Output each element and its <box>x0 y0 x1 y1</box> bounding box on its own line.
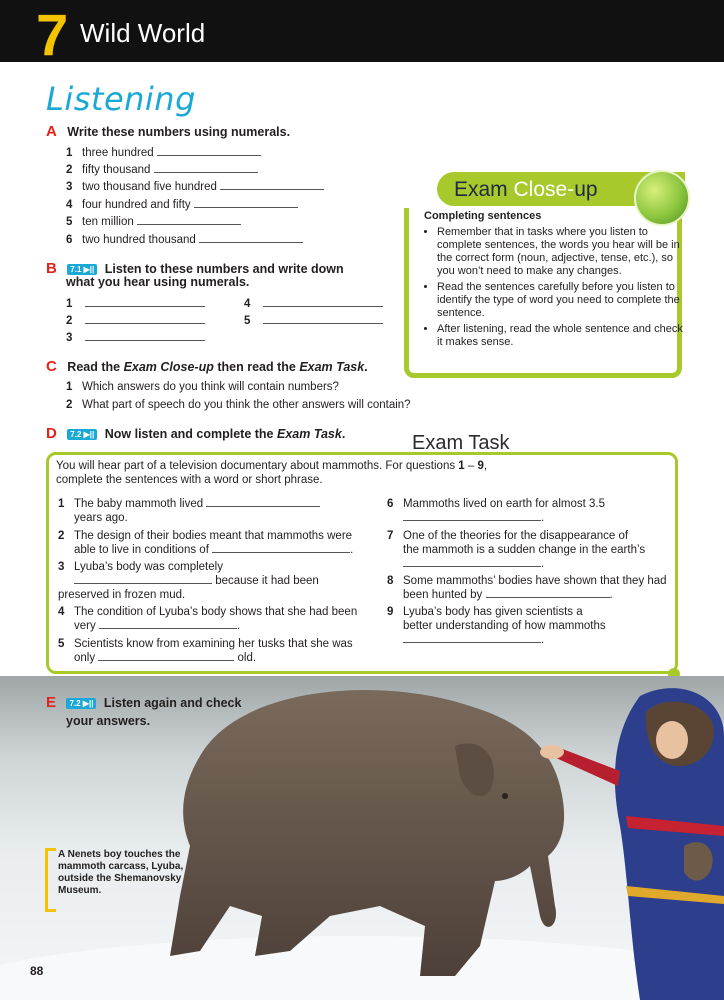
exercise-a-instruction: Write these numbers using numerals. <box>67 125 291 139</box>
exercise-letter: C <box>46 358 57 375</box>
section-title: Listening <box>46 80 196 118</box>
list-item: 1 <box>66 297 205 311</box>
list-item: 2 <box>66 314 205 328</box>
list-item: 3 <box>66 331 205 345</box>
list-item: 1 three hundred <box>66 146 261 160</box>
list-item: 5 ten million <box>66 215 241 229</box>
exercise-d-instruction: Now listen and complete the Exam Task. <box>104 427 346 441</box>
answer-blank[interactable] <box>194 198 298 208</box>
answer-blank[interactable] <box>212 543 350 553</box>
task-question-7: 7 One of the theories for the disappearance of the mammoth is a sudden change in the earth’s . <box>387 530 646 570</box>
answer-blank[interactable] <box>403 511 541 521</box>
list-item: 5 <box>244 314 383 328</box>
task-question-6: 6 Mammoths lived on earth for almost 3.5 . <box>387 498 605 524</box>
task-question-5: 5 Scientists know from examining her tusks that she was only old. <box>58 638 353 664</box>
answer-blank[interactable] <box>98 651 234 661</box>
tip-item: • Read the sentences carefully before you listen to identify the type of word you need to complete the sentence. <box>437 281 689 320</box>
exercise-b-instruction-2: what you hear using numerals. <box>66 275 250 289</box>
answer-blank[interactable] <box>206 497 320 507</box>
exercise-letter: A <box>46 123 57 140</box>
exercise-e-heading <box>46 694 266 730</box>
audio-track-icon[interactable]: 7.2 ▶|| <box>67 429 97 440</box>
answer-blank[interactable] <box>403 633 541 643</box>
task-question-1: 1 The baby mammoth lived years ago. <box>58 497 358 525</box>
photo-caption: A Nenets boy touches the mammoth carcass, Lyuba, outside the Shemanovsky Museum. <box>58 849 184 896</box>
answer-blank[interactable] <box>263 297 383 307</box>
list-item: 6 two hundred thousand <box>66 233 303 247</box>
exercise-d-heading <box>46 425 345 443</box>
list-item: 2 What part of speech do you think the other answers will contain? <box>66 399 411 411</box>
list-item: 3 two thousand five hundred <box>66 180 324 194</box>
exercise-e-instruction: Listen again and check <box>103 696 242 710</box>
answer-blank[interactable] <box>154 163 258 173</box>
audio-track-icon[interactable]: 7.2 ▶|| <box>66 698 96 709</box>
answer-blank[interactable] <box>263 314 383 324</box>
exam-closeup-tips <box>422 226 689 352</box>
answer-blank[interactable] <box>486 588 610 598</box>
audio-track-icon[interactable]: 7.1 ▶|| <box>67 264 97 275</box>
exam-closeup-subtitle: Completing sentences <box>424 210 542 222</box>
answer-blank[interactable] <box>137 215 241 225</box>
answer-blank[interactable] <box>74 574 212 584</box>
task-question-9: 9 Lyuba’s body has given scientists a better understanding of how mammoths . <box>387 606 606 646</box>
exam-closeup-title: Exam Close-up <box>454 178 598 201</box>
list-item: 1 Which answers do you think will contain numbers? <box>66 381 339 393</box>
task-question-8: 8 Some mammoths’ bodies have shown that they had been hunted by . <box>387 575 667 601</box>
answer-blank[interactable] <box>157 146 261 156</box>
exercise-a-heading <box>46 123 290 141</box>
list-item: 4 four hundred and fifty <box>66 198 298 212</box>
exercise-letter: E <box>46 694 57 711</box>
page-number: 88 <box>30 964 44 978</box>
answer-blank[interactable] <box>85 297 205 307</box>
exam-task-title: Exam Task <box>412 432 510 454</box>
answer-blank[interactable] <box>85 331 205 341</box>
answer-blank[interactable] <box>99 619 237 629</box>
caption-bracket <box>45 848 56 912</box>
exercise-letter: D <box>46 425 57 442</box>
list-item: 2 fifty thousand <box>66 163 258 177</box>
task-question-3: 3 Lyuba’s body was completely because it had been preserved in frozen mud. <box>58 561 319 601</box>
exercise-c-heading <box>46 358 368 376</box>
exercise-b-instruction: Listen to these numbers and write down <box>104 262 344 276</box>
exercise-c-instruction: Read the Exam Close-up then read the Exam Task. <box>67 360 368 374</box>
answer-blank[interactable] <box>199 233 303 243</box>
tip-item: • After listening, read the whole sentence and check it makes sense. <box>437 323 689 349</box>
task-question-4: 4 The condition of Lyuba’s body shows that she had been very . <box>58 606 358 632</box>
unit-title: Wild World <box>80 18 206 48</box>
list-item: 4 <box>244 297 383 311</box>
exercise-e-instruction-2: your answers. <box>66 714 151 728</box>
unit-number: 7 <box>36 3 69 68</box>
exam-task-intro: You will hear part of a television documentary about mammoths. For questions 1 – 9, complete the sentences with a word or short phrase. <box>56 460 488 486</box>
answer-blank[interactable] <box>403 557 541 567</box>
answer-blank[interactable] <box>85 314 205 324</box>
answer-blank[interactable] <box>220 180 324 190</box>
exercise-letter: B <box>46 260 57 277</box>
leaf-globe-icon <box>634 170 690 226</box>
task-question-2: 2 The design of their bodies meant that mammoths were able to live in conditions of . <box>58 530 354 556</box>
tip-item: • Remember that in tasks where you listen to complete sentences, the words you hear will be in the correct form (noun, adjective, tense, etc.), so you won’t need to make any changes. <box>437 226 689 278</box>
